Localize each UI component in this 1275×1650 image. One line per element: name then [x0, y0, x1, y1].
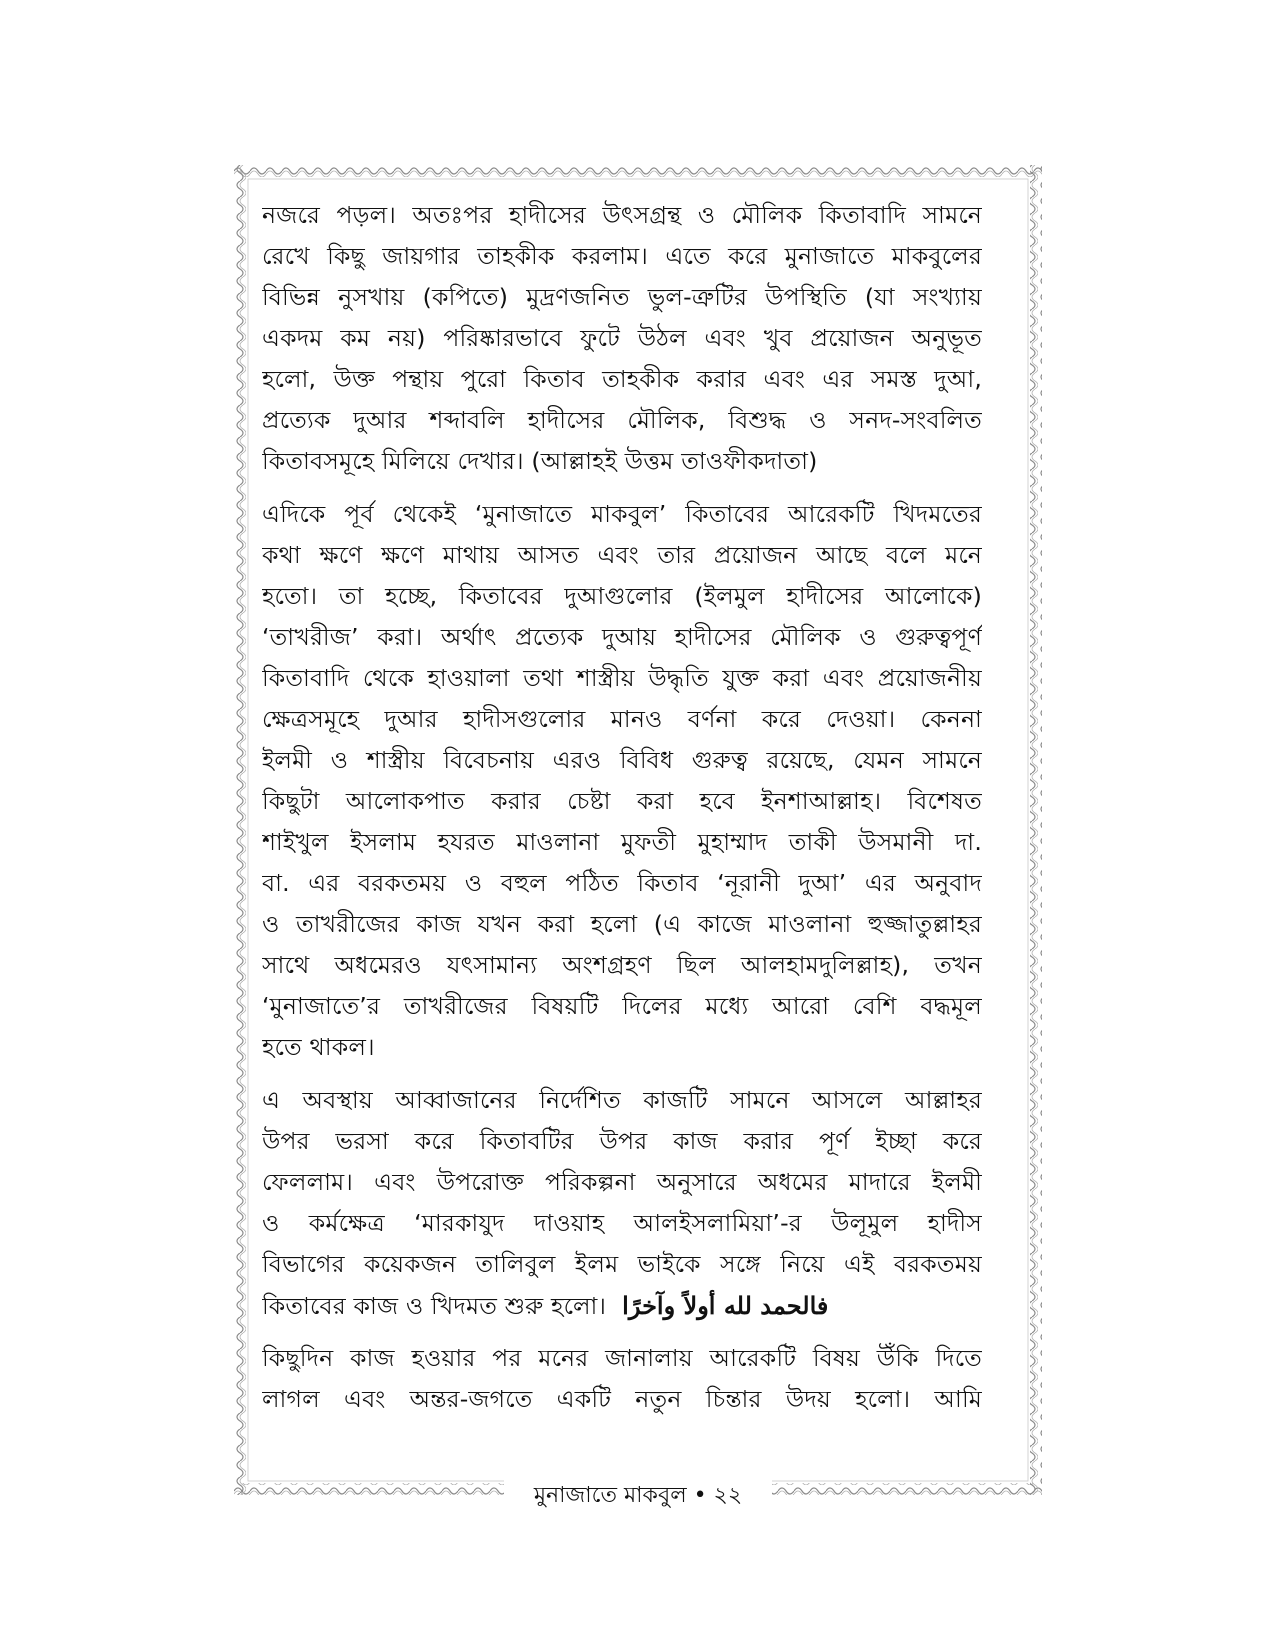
- text-line: কিছুটা আলোকপাত করার চেষ্টা করা হবে ইনশাআল্লাহ। বিশেষত: [262, 787, 982, 815]
- text-line: হতো। তা হচ্ছে, কিতাবের দুআগুলোর (ইলমুল হাদীসের আলোকে): [262, 582, 982, 610]
- text-line: কথা ক্ষণে ক্ষণে মাথায় আসত এবং তার প্রয়োজন আছে বলে মনে: [262, 541, 982, 569]
- text-line: ও তাখরীজের কাজ যখন করা হলো (এ কাজে মাওলানা হুজ্জাতুল্লাহর: [262, 910, 982, 938]
- text-line-with-arabic: [262, 1285, 982, 1326]
- page-body: [262, 195, 982, 1432]
- paragraph-2: [262, 494, 982, 1068]
- text-line: লাগল এবং অন্তর-জগতে একটি নতুন চিন্তার উদয় হলো। আমি: [262, 1385, 982, 1413]
- text-line: এ অবস্থায় আব্বাজানের নির্দেশিত কাজটি সামনে আসলে আল্লাহর: [262, 1086, 982, 1114]
- text-line: বা. এর বরকতময় ও বহুল পঠিত কিতাব ‘নূরানী দুআ’ এর অনুবাদ: [262, 869, 982, 897]
- text-line: হলো, উক্ত পন্থায় পুরো কিতাব তাহকীক করার এবং এর সমস্ত দুআ,: [262, 365, 982, 393]
- page-frame: [234, 165, 1042, 1525]
- text-line: কিছুদিন কাজ হওয়ার পর মনের জানালায় আরেকটি বিষয় উঁকি দিতে: [262, 1344, 982, 1372]
- text-line: উপর ভরসা করে কিতাবটির উপর কাজ করার পূর্ণ ইচ্ছা করে: [262, 1127, 982, 1155]
- text-line: কিতাবাদি থেকে হাওয়ালা তথা শাস্ত্রীয় উদ্ধৃতি যুক্ত করা এবং প্রয়োজনীয়: [262, 664, 982, 692]
- text-line: ইলমী ও শাস্ত্রীয় বিবেচনায় এরও বিবিধ গুরুত্ব রয়েছে, যেমন সামনে: [262, 746, 982, 774]
- text-line: রেখে কিছু জায়গার তাহকীক করলাম। এতে করে মুনাজাতে মাকবুলের: [262, 242, 982, 270]
- text-line: একদম কম নয়) পরিষ্কারভাবে ফুটে উঠল এবং খুব প্রয়োজন অনুভূত: [262, 324, 982, 352]
- text-line: কিতাবসমূহে মিলিয়ে দেখার। (আল্লাহই উত্তম তাওফীকদাতা): [262, 447, 818, 475]
- text-line: ফেললাম। এবং উপরোক্ত পরিকল্পনা অনুসারে অধমের মাদারে ইলমী: [262, 1168, 982, 1196]
- paragraph-3: [262, 1080, 982, 1326]
- text-line: সাথে অধমেরও যৎসামান্য অংশগ্রহণ ছিল আলহামদুলিল্লাহ), তখন: [262, 951, 982, 979]
- page-footer: [234, 1473, 1042, 1523]
- text-line: এদিকে পূর্ব থেকেই ‘মুনাজাতে মাকবুল’ কিতাবের আরেকটি খিদমতের: [262, 500, 982, 528]
- text-line: বিভিন্ন নুসখায় (কপিতে) মুদ্রণজনিত ভুল-ত্রুটির উপস্থিতি (যা সংখ্যায়: [262, 283, 982, 311]
- text-line: শাইখুল ইসলাম হযরত মাওলানা মুফতী মুহাম্মাদ তাকী উসমানী দা.: [262, 828, 982, 856]
- footer-label: মুনাজাতে মাকবুল • ২২: [533, 1483, 743, 1508]
- text-line: ক্ষেত্রসমূহে দুআর হাদীসগুলোর মানও বর্ণনা করে দেওয়া। কেননা: [262, 705, 982, 733]
- footer-title: [504, 1477, 772, 1515]
- arabic-phrase: فالحمد لله أولاً وآخرًا: [622, 1291, 829, 1320]
- text-line: নজরে পড়ল। অতঃপর হাদীসের উৎসগ্রন্থ ও মৌলিক কিতাবাদি সামনে: [262, 201, 982, 229]
- text-line: হতে থাকল।: [262, 1033, 375, 1061]
- text-line: বিভাগের কয়েকজন তালিবুল ইলম ভাইকে সঙ্গে নিয়ে এই বরকতময়: [262, 1250, 982, 1278]
- text-fragment: কিতাবের কাজ ও খিদমত শুরু হলো।: [262, 1292, 607, 1320]
- text-line: প্রত্যেক দুআর শব্দাবলি হাদীসের মৌলিক, বিশুদ্ধ ও সনদ-সংবলিত: [262, 406, 982, 434]
- text-line: ও কর্মক্ষেত্র ‘মারকাযুদ দাওয়াহ আলইসলামিয়া’-র উলূমুল হাদীস: [262, 1209, 982, 1237]
- paragraph-1: [262, 195, 982, 482]
- text-line: ‘মুনাজাতে’র তাখরীজের বিষয়টি দিলের মধ্যে আরো বেশি বদ্ধমূল: [262, 992, 982, 1020]
- paragraph-4: [262, 1338, 982, 1420]
- text-line: ‘তাখরীজ’ করা। অর্থাৎ প্রত্যেক দুআয় হাদীসের মৌলিক ও গুরুত্বপূর্ণ: [262, 623, 982, 651]
